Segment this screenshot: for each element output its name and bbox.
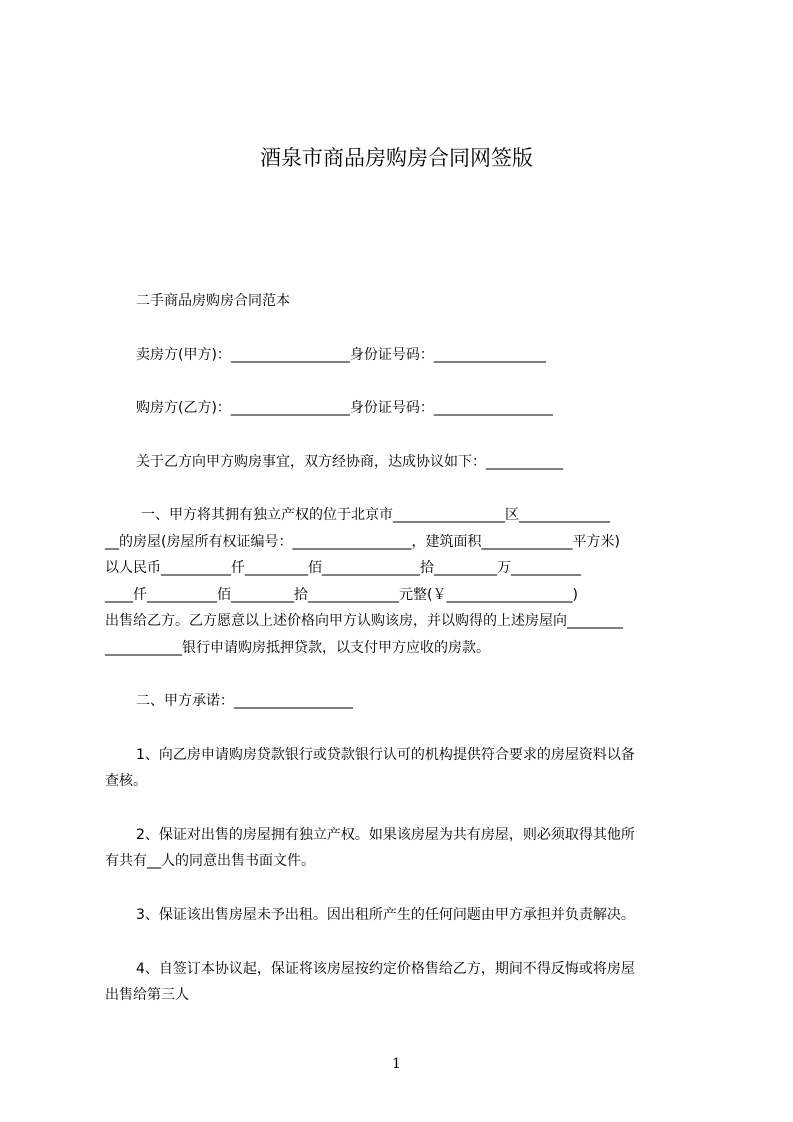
clause1-line1: 一、甲方将其拥有独立产权的位于北京市________________区_____________: [141, 507, 610, 523]
buyer-line: 购房方(乙方)：_________________身份证号码：_________________: [136, 400, 553, 416]
clause1-line6: ___________银行申请购房抵押贷款，以支付甲方应收的房款。: [105, 640, 490, 656]
clause1-line3: 以人民币__________仟_________佰______________拾_________万__________: [105, 560, 581, 576]
seller-line: 卖房方(甲方)：_________________身份证号码：________________: [136, 347, 546, 363]
item1-line1: 1、向乙房申请购房贷款银行或贷款银行认可的机构提供符合要求的房屋资料以备: [136, 747, 635, 763]
clause2-heading: 二、甲方承诺：_________________: [136, 693, 353, 709]
item2-line2: 有共有__人的同意出售书面文件。: [105, 853, 315, 869]
item3-line1: 3、保证该出售房屋未予出租。因出租所产生的任何问题由甲方承担并负责解决。: [136, 907, 635, 923]
clause1-line5: 出售给乙方。乙方愿意以上述价格向甲方认购该房，并以购得的上述房屋向________: [105, 613, 623, 629]
clause1-line4: ____仟__________佰_________拾_____________元整(￥__________________): [105, 587, 578, 603]
contract-subtitle: 二手商品房购房合同范本: [136, 293, 290, 309]
item1-line2: 查核。: [105, 773, 147, 789]
item2-line1: 2、保证对出售的房屋拥有独立产权。如果该房屋为共有房屋，则必须取得其他所: [136, 827, 635, 843]
item4-line2: 出售给第三人: [105, 987, 189, 1003]
page-number: 1: [392, 1056, 401, 1072]
item4-line1: 4、自签订本协议起，保证将该房屋按约定价格售给乙方，期间不得反悔或将房屋: [136, 961, 635, 977]
intro-line: 关于乙方向甲方购房事宜，双方经协商，达成协议如下：___________: [136, 454, 563, 470]
clause1-line2: __的房屋(房屋所有权证编号：_________________，建筑面积_____________平方米): [105, 534, 620, 550]
document-title: 酒泉市商品房购房合同网签版: [260, 146, 533, 170]
